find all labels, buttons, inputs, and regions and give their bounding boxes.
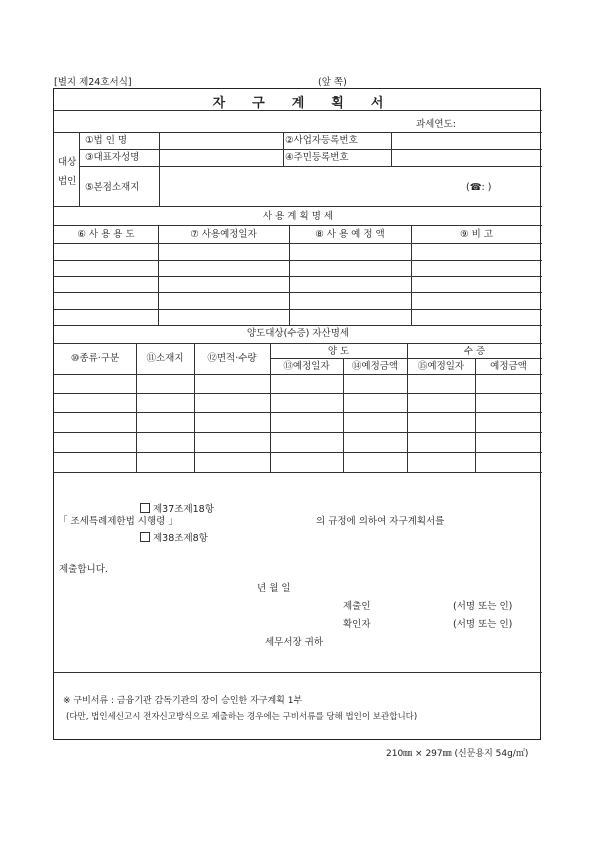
- rule: [54, 672, 542, 673]
- rule: [54, 309, 542, 310]
- rule: [54, 206, 542, 207]
- resident-no-label: ④주민등록번호: [285, 152, 349, 163]
- rule: [54, 343, 542, 344]
- rule: [54, 260, 542, 261]
- rule: [411, 225, 412, 325]
- rule: [283, 132, 284, 166]
- usage-section-title: 사 용 계 획 명 세: [262, 211, 334, 222]
- form-title: 자구계획서: [212, 96, 411, 111]
- col-location: ⑪소재지: [146, 353, 184, 364]
- rule: [54, 225, 542, 226]
- tax-year-label: 과세연도:: [416, 119, 456, 130]
- rule: [54, 393, 542, 394]
- rule: [79, 132, 80, 206]
- phone-label: (☎: ): [466, 182, 492, 193]
- biz-reg-no-label: ②사업자등록번호: [285, 135, 358, 146]
- rule: [158, 225, 159, 325]
- page-side: (앞 쪽): [318, 77, 347, 88]
- rule: [79, 166, 542, 167]
- asset-section-title: 양도대상(수증) 자산명세: [246, 328, 350, 339]
- col-type: ⑩종류·구분: [70, 353, 120, 364]
- rule: [54, 132, 542, 133]
- corp-name-label: ①법 인 명: [85, 135, 128, 146]
- rule: [54, 374, 542, 375]
- date-line: 년 월 일: [257, 583, 291, 594]
- rule: [391, 132, 392, 166]
- rule: [270, 358, 542, 359]
- submitter-label: 제출인: [343, 601, 371, 612]
- rule: [54, 243, 542, 244]
- law-name: 「 조세특례제한법 시행령 」: [58, 516, 178, 527]
- col-usage-amount: ⑧ 사 용 예 정 액: [315, 229, 385, 240]
- col-usage-date: ⑦ 사용예정일자: [190, 229, 257, 240]
- addressee: 세무서장 귀하: [265, 637, 324, 648]
- option-article-38[interactable]: [140, 532, 208, 544]
- checkbox[interactable]: [140, 503, 150, 513]
- col-transfer-amount: ⑭예정금액: [351, 361, 399, 372]
- col-receive: 수 증: [463, 346, 486, 357]
- confirmer-label: 확인자: [343, 619, 371, 630]
- exception-note: (다만, 법인세신고시 전자신고방식으로 제출하는 경우에는 구비서류를 당해 법인이 보관합니다): [66, 712, 418, 722]
- col-transfer: 양 도: [327, 346, 350, 357]
- rule: [54, 432, 542, 433]
- form-number: [별지 제24호서식]: [54, 77, 132, 88]
- rule: [54, 452, 542, 453]
- col-remarks: ⑨ 비 고: [460, 229, 493, 240]
- rule: [289, 225, 290, 325]
- confirmer-sign: (서명 또는 인): [453, 619, 513, 630]
- rule: [54, 292, 542, 293]
- target-label-2: 법인: [58, 176, 77, 187]
- checkbox[interactable]: [140, 532, 150, 542]
- declaration-text: 의 규정에 의하여 자구계획서를: [316, 516, 445, 527]
- rule: [79, 149, 542, 150]
- col-usage: ⑥ 사 용 용 도: [77, 229, 135, 240]
- option-article-37-label: 제37조제18항: [153, 504, 214, 515]
- plan-form: [53, 88, 541, 740]
- submitter-sign: (서명 또는 인): [453, 601, 513, 612]
- target-label-1: 대상: [58, 157, 77, 168]
- option-article-37[interactable]: [140, 503, 214, 515]
- col-transfer-date: ⑬예정일자: [283, 361, 330, 372]
- paper-spec: 210㎜ × 297㎜ (신문용지 54g/㎡): [386, 749, 529, 759]
- rule: [475, 358, 476, 472]
- head-office-label: ⑤본점소재지: [85, 182, 140, 193]
- col-receive-date: ⑮예정일자: [417, 361, 465, 372]
- required-docs-note: ※ 구비서류 : 금융기관 감독기관의 장이 승인한 자구계획 1부: [63, 696, 303, 706]
- col-receive-amount: 예정금액: [490, 361, 527, 372]
- rule: [343, 358, 344, 472]
- rep-name-label: ③대표자성명: [85, 152, 140, 163]
- rule: [159, 132, 160, 206]
- col-area: ⑫면적·수량: [207, 353, 257, 364]
- option-article-38-label: 제38조제8항: [153, 533, 208, 544]
- rule: [54, 325, 542, 326]
- rule: [54, 276, 542, 277]
- rule: [54, 412, 542, 413]
- rule: [54, 110, 542, 111]
- submit-text: 제출합니다.: [59, 564, 108, 575]
- rule: [54, 472, 542, 473]
